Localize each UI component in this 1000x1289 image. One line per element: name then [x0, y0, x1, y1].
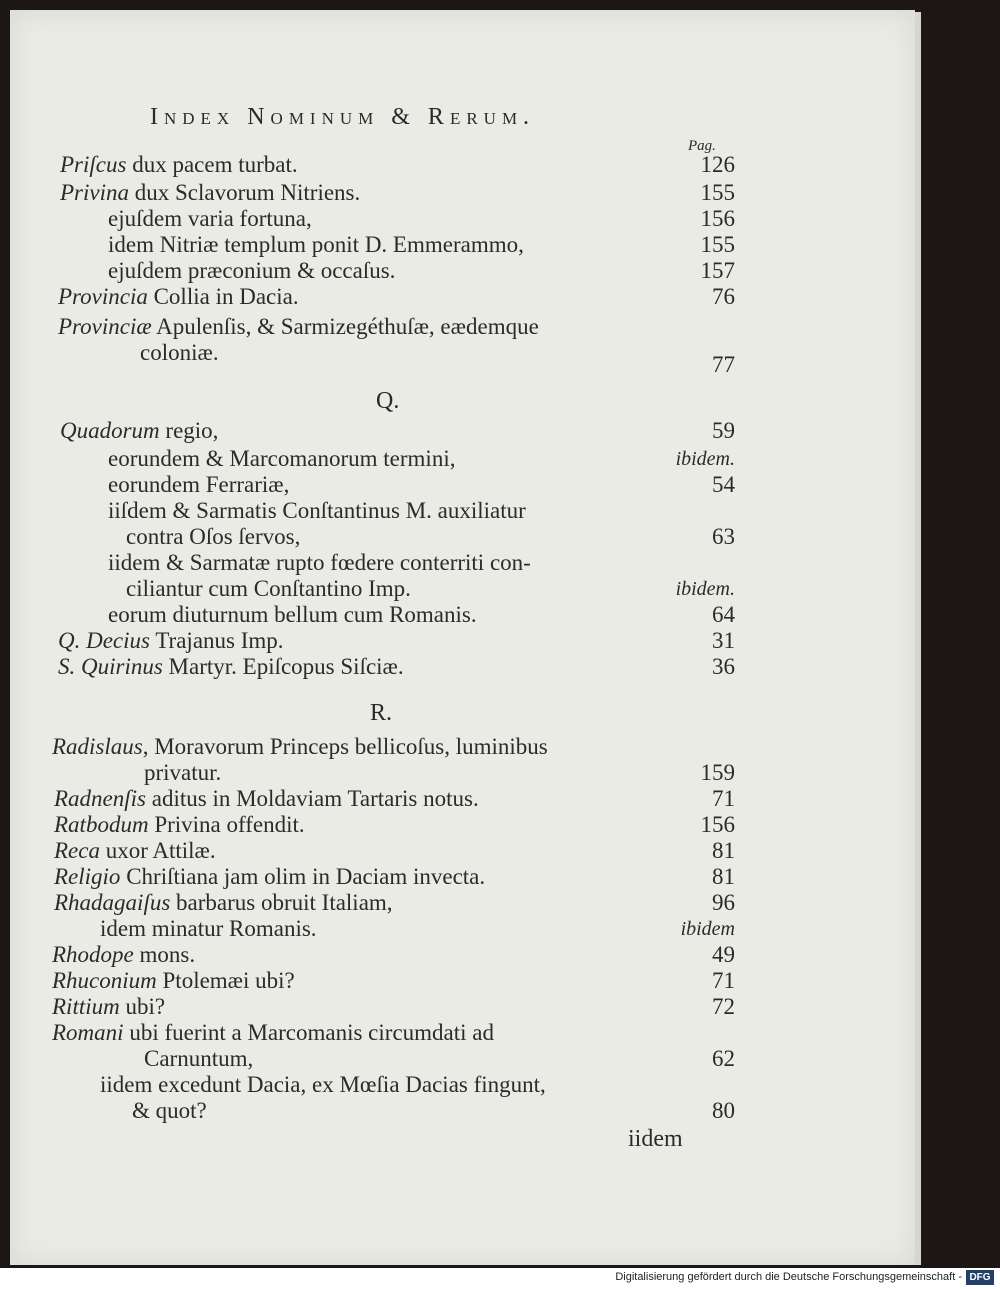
entry-page-number: 76	[712, 284, 735, 309]
entry-text: Martyr. Epiſcopus Siſciæ.	[162, 654, 404, 679]
entry-text: idem Nitriæ templum ponit D. Emmerammo,	[108, 232, 524, 257]
entry-text: dux pacem turbat.	[126, 152, 298, 177]
entry-text: idem minatur Romanis.	[100, 916, 317, 941]
entry-text: Carnuntum,	[144, 1046, 254, 1071]
entry-text: aditus in Moldaviam Tartaris notus.	[146, 786, 479, 811]
entry-page-number: 96	[712, 890, 735, 915]
entry-text: , Moravorum Princeps bellicoſus, luminibus	[142, 734, 548, 759]
entry-text: Chriſtiana jam olim in Daciam invecta.	[120, 864, 486, 889]
entry-page-number: 71	[712, 968, 735, 993]
entry-keyword: Privina	[60, 180, 129, 205]
section-letter-q: Q.	[376, 388, 400, 414]
entry-page-number: 126	[700, 152, 735, 177]
entry-text: regio,	[159, 418, 219, 443]
entry-page-number: ibidem.	[675, 448, 735, 470]
entry-text: eorundem Ferrariæ,	[108, 472, 290, 497]
entry-page-number: 64	[712, 602, 735, 627]
footer-credit: Digitalisierung gefördert durch die Deutsche Forschungsgemeinschaft -	[615, 1271, 962, 1283]
catchword: iidem	[628, 1126, 683, 1152]
entry-text: coloniæ.	[140, 340, 219, 365]
entry-text: Trajanus Imp.	[149, 628, 284, 653]
entry-keyword: Romani	[52, 1020, 124, 1045]
entry-page-number: 155	[700, 180, 735, 205]
entry-text: ejuſdem varia fortuna,	[108, 206, 312, 231]
entry-text: dux Sclavorum Nitriens.	[129, 180, 361, 205]
entry-text: privatur.	[144, 760, 222, 785]
dfg-logo: DFG	[966, 1270, 994, 1285]
entry-page-number: 81	[712, 838, 735, 863]
entry-text: iidem & Sarmatæ rupto fœdere conterriti con-	[108, 550, 531, 575]
entry-keyword: Q. Decius	[58, 628, 150, 653]
entry-text: eorundem & Marcomanorum termini,	[108, 446, 456, 471]
entry-page-number: 49	[712, 942, 735, 967]
entry-keyword: Radislaus	[52, 734, 143, 759]
entry-page-number: 155	[700, 232, 735, 257]
entry-text: iidem excedunt Dacia, ex Mœſia Dacias fingunt,	[100, 1072, 546, 1097]
entry-text: uxor Attilæ.	[99, 838, 216, 863]
page-edge	[915, 12, 921, 1265]
entry-page-number: 81	[712, 864, 735, 889]
entry-page-number: 156	[700, 206, 735, 231]
entry-keyword: Provincia	[58, 284, 148, 309]
entry-keyword: Religio	[54, 864, 121, 889]
entry-page-number: 62	[712, 1046, 735, 1071]
entry-keyword: Reca	[54, 838, 100, 863]
entry-keyword: Priſcus	[60, 152, 127, 177]
entry-text: barbarus obruit Italiam,	[170, 890, 393, 915]
entry-page-number: ibidem.	[675, 578, 735, 600]
entry-keyword: Rhodope	[52, 942, 134, 967]
entry-text: iiſdem & Sarmatis Conſtantinus M. auxiliatur	[108, 498, 526, 523]
entry-page-number: 63	[712, 524, 735, 549]
entry-text: Privina offendit.	[148, 812, 305, 837]
entry-text: & quot?	[132, 1098, 207, 1123]
entry-keyword: Quadorum	[60, 418, 160, 443]
entry-keyword: Rhadagaiſus	[54, 890, 171, 915]
entry-text: Collia in Dacia.	[147, 284, 299, 309]
entry-page-number: 71	[712, 786, 735, 811]
entry-text: ubi fuerint a Marcomanis circumdati ad	[123, 1020, 494, 1045]
entry-page-number: 59	[712, 418, 735, 443]
entry-page-number: 31	[712, 628, 735, 653]
page-header: Index Nominum & Rerum.	[150, 104, 536, 130]
entry-text: ciliantur cum Conſtantino Imp.	[126, 576, 411, 601]
entry-page-number: 80	[712, 1098, 735, 1123]
entry-text: mons.	[133, 942, 196, 967]
section-letter-r: R.	[370, 700, 393, 726]
entry-page-number: 77	[712, 352, 735, 377]
entry-page-number: 36	[712, 654, 735, 679]
pag-label: Pag.	[688, 138, 716, 154]
entry-page-number: 54	[712, 472, 735, 497]
entry-text: ejuſdem præconium & occaſus.	[108, 258, 396, 283]
entry-page-number: 72	[712, 994, 735, 1019]
entry-keyword: Radnenſis	[54, 786, 146, 811]
entry-text: Apulenſis, & Sarmizegéthuſæ, eædemque	[151, 314, 539, 339]
footer-bar	[0, 1268, 1000, 1289]
entry-text: eorum diuturnum bellum cum Romanis.	[108, 602, 477, 627]
entry-page-number: 156	[700, 812, 735, 837]
entry-page-number: 159	[700, 760, 735, 785]
entry-keyword: Provinciæ	[58, 314, 152, 339]
entry-keyword: S. Quirinus	[58, 654, 163, 679]
entry-text: contra Oſos ſervos,	[126, 524, 301, 549]
entry-page-number: ibidem	[680, 918, 735, 940]
entry-keyword: Rhuconium	[52, 968, 157, 993]
entry-keyword: Rittium	[52, 994, 120, 1019]
entry-text: Ptolemæi ubi?	[156, 968, 295, 993]
entry-keyword: Ratbodum	[54, 812, 149, 837]
entry-page-number: 157	[700, 258, 735, 283]
entry-text: ubi?	[119, 994, 166, 1019]
